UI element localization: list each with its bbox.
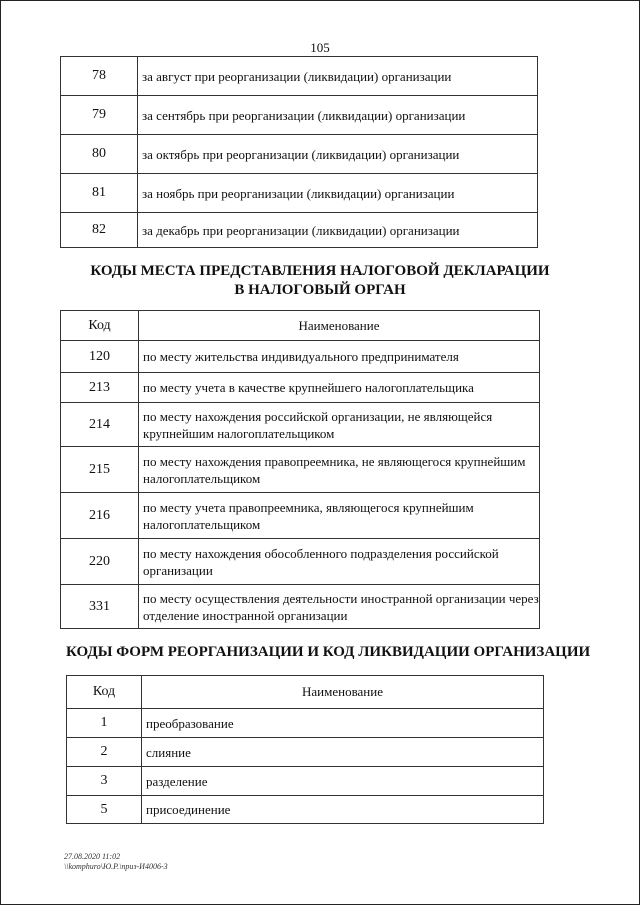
- row-code: 120: [61, 341, 139, 373]
- row-code: 220: [61, 539, 139, 585]
- row-code: 213: [61, 373, 139, 403]
- row-name: по месту осуществления деятельности иностранной организации через отделение иностранной организации: [139, 585, 540, 629]
- header-name: Наименование: [139, 311, 540, 341]
- page-number: 105: [310, 40, 330, 55]
- row-name: слияние: [142, 738, 544, 767]
- row-code: 81: [61, 174, 138, 213]
- row-name: по месту учета правопреемника, являющегося крупнейшим налогоплательщиком: [139, 493, 540, 539]
- table-row: [61, 135, 538, 174]
- table-header-row: [67, 676, 544, 709]
- row-code: 79: [61, 96, 138, 135]
- row-name: за сентябрь при реорганизации (ликвидации) организации: [138, 96, 538, 135]
- header-code: Код: [61, 311, 139, 341]
- row-code: 80: [61, 135, 138, 174]
- row-name: за октябрь при реорганизации (ликвидации) организации: [138, 135, 538, 174]
- row-name: за ноябрь при реорганизации (ликвидации) организации: [138, 174, 538, 213]
- table-row: [67, 738, 544, 767]
- table-row: [61, 585, 540, 629]
- header-code: Код: [67, 676, 142, 709]
- section-title-place: [0, 262, 640, 300]
- row-name: за декабрь при реорганизации (ликвидации) организации: [138, 213, 538, 248]
- row-name: разделение: [142, 767, 544, 796]
- row-code: 1: [67, 709, 142, 738]
- row-name: по месту нахождения российской организации, не являющейся крупнейшим налогоплательщиком: [139, 403, 540, 447]
- top-codes-table: [60, 56, 538, 248]
- row-name: за август при реорганизации (ликвидации) организации: [138, 57, 538, 96]
- footer-date: 27.08.2020 11:02: [64, 852, 121, 861]
- row-code: 331: [61, 585, 139, 629]
- footer-path: \\komphuro\Ю.Р.\приз-И4006-3: [64, 862, 168, 871]
- table-row: [61, 213, 538, 248]
- table-row: [61, 174, 538, 213]
- row-name: по месту жительства индивидуального предпринимателя: [139, 341, 540, 373]
- table-row: [61, 493, 540, 539]
- table-row: [67, 767, 544, 796]
- table-row: [61, 373, 540, 403]
- section-title-place-line2: В НАЛОГОВЫЙ ОРГАН: [234, 282, 406, 298]
- row-code: 5: [67, 796, 142, 824]
- table-row: [61, 539, 540, 585]
- row-code: 78: [61, 57, 138, 96]
- section-title-place-line1: КОДЫ МЕСТА ПРЕДСТАВЛЕНИЯ НАЛОГОВОЙ ДЕКЛАРАЦИИ: [90, 263, 550, 279]
- row-code: 214: [61, 403, 139, 447]
- row-name: присоединение: [142, 796, 544, 824]
- row-name: по месту нахождения обособленного подразделения российской организации: [139, 539, 540, 585]
- reorg-codes-table: [66, 675, 544, 824]
- table-row: [61, 447, 540, 493]
- table-row: [61, 57, 538, 96]
- section-title-reorg: КОДЫ ФОРМ РЕОРГАНИЗАЦИИ И КОД ЛИКВИДАЦИИ ОРГАНИЗАЦИИ: [66, 644, 591, 660]
- table-row: [67, 709, 544, 738]
- table-header-row: [61, 311, 540, 341]
- row-code: 216: [61, 493, 139, 539]
- row-name: преобразование: [142, 709, 544, 738]
- table-row: [61, 96, 538, 135]
- row-code: 215: [61, 447, 139, 493]
- table-row: [61, 403, 540, 447]
- row-name: по месту учета в качестве крупнейшего налогоплательщика: [139, 373, 540, 403]
- header-name: Наименование: [142, 676, 544, 709]
- row-name: по месту нахождения правопреемника, не являющегося крупнейшим налогоплательщиком: [139, 447, 540, 493]
- row-code: 3: [67, 767, 142, 796]
- table-row: [67, 796, 544, 824]
- place-codes-table: [60, 310, 540, 629]
- table-row: [61, 341, 540, 373]
- footer-stamp: [64, 852, 168, 872]
- row-code: 2: [67, 738, 142, 767]
- row-code: 82: [61, 213, 138, 248]
